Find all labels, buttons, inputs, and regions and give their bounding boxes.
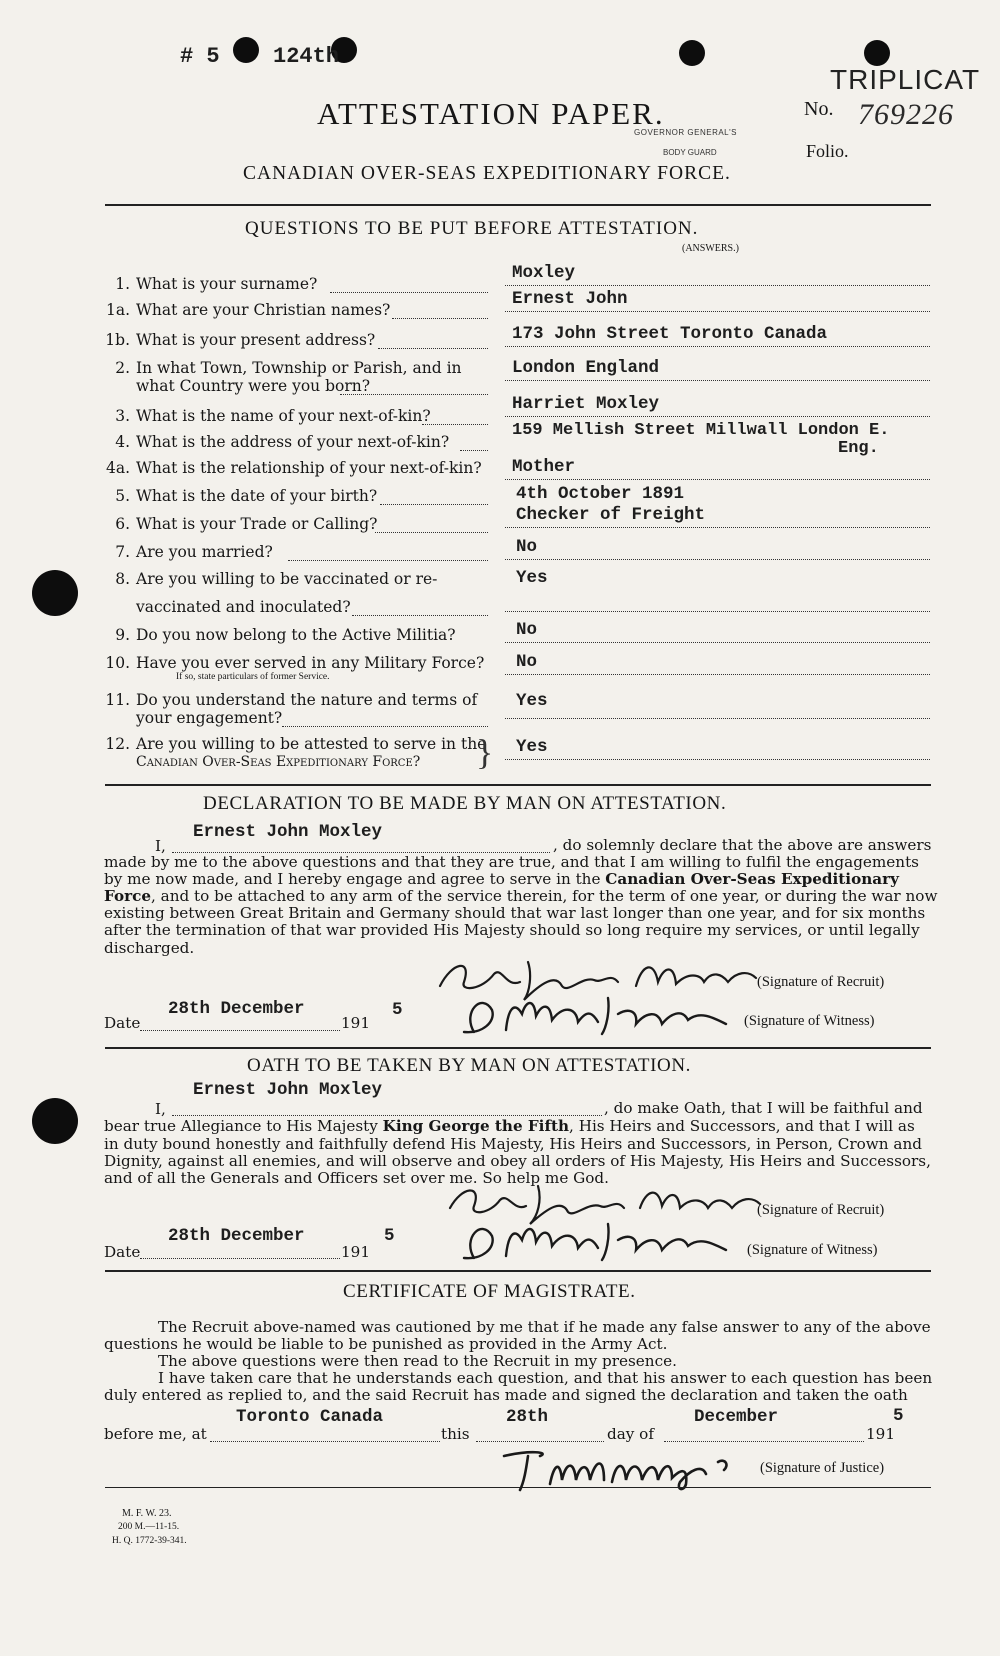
answer-4: 159 Mellish Street Millwall London E.	[512, 421, 890, 440]
oath-heading: OATH TO BE TAKEN BY MAN ON ATTESTATION.	[247, 1055, 691, 1076]
year-digit: 5	[893, 1406, 904, 1426]
question-9: 9. Do you now belong to the Active Militia?	[115, 626, 456, 644]
this-label: this	[441, 1425, 470, 1443]
oath-line-1: , do make Oath, that I will be faithful and	[604, 1099, 923, 1117]
oath-line-4: Dignity, against all enemies, and will observe and obey all orders of His Majesty, His Heirs and Successors,	[104, 1152, 931, 1170]
dotted-line	[460, 450, 488, 451]
answer-7: No	[516, 537, 538, 557]
answer-9: No	[516, 620, 538, 640]
question-2: 2. In what Town, Township or Parish, and in	[115, 359, 462, 377]
question-8: 8. Are you willing to be vaccinated or re-	[115, 570, 438, 588]
question-2-cont: what Country were you born?	[136, 377, 371, 395]
oath-date: 28th December	[168, 1226, 305, 1246]
answer-line	[505, 380, 930, 381]
dotted-line	[282, 726, 488, 727]
question-1b: 1b. What is your present address?	[105, 331, 376, 349]
divider	[105, 1270, 931, 1272]
certificate-line-4: I have taken care that he understands each question, and that his answer to each question has been	[158, 1369, 933, 1387]
signature-of-witness-label: (Signature of Witness)	[747, 1242, 878, 1258]
declaration-line-3: by me now made, and I hereby engage and agree to serve in the Canadian Over-Seas Expeditionary	[104, 870, 899, 888]
certificate-line-2: questions he would be liable to be punished as provided in the Army Act.	[104, 1335, 668, 1353]
answer-line	[505, 674, 930, 675]
question-12: 12. Are you willing to be attested to serve in the	[105, 735, 487, 753]
date-line	[140, 1258, 340, 1259]
signature-of-justice-label: (Signature of Justice)	[760, 1460, 885, 1476]
year-prefix: 191	[341, 1243, 370, 1261]
before-me-label: before me, at	[104, 1425, 207, 1443]
answer-1b: 173 John Street Toronto Canada	[512, 324, 828, 344]
date-line	[140, 1030, 340, 1031]
attestation-day: 28th	[506, 1407, 549, 1427]
dotted-line	[380, 504, 488, 505]
divider	[105, 1047, 931, 1049]
answer-line	[505, 559, 930, 560]
declaration-line-7: discharged.	[104, 939, 195, 957]
answer-line	[505, 285, 930, 286]
year-prefix: 191	[341, 1014, 370, 1032]
dotted-line	[375, 532, 488, 533]
answer-5: 4th October 1891	[516, 484, 685, 504]
question-7: 7. Are you married?	[115, 543, 273, 561]
answers-label: (ANSWERS.)	[682, 243, 739, 254]
date-label: Date	[104, 1014, 141, 1032]
dotted-line	[340, 394, 488, 395]
answer-line	[505, 718, 930, 719]
question-5: 5. What is the date of your birth?	[115, 487, 378, 505]
dotted-line	[378, 348, 488, 349]
divider	[105, 784, 931, 786]
oath-line-2: bear true Allegiance to His Majesty King George the Fifth, His Heirs and Successors, and that I will as	[104, 1117, 915, 1135]
date-label: Date	[104, 1243, 141, 1261]
declaration-line-2: made by me to the above questions and that they are true, and that I am willing to fulfil the engagements	[104, 853, 919, 871]
question-12-cont: Canadian Over-Seas Expeditionary Force?	[136, 754, 421, 770]
year-digit: 5	[384, 1226, 395, 1246]
declaration-line-4: Force, and to be attached to any arm of the service therein, for the term of one year, or during the war now	[104, 887, 938, 905]
answer-line	[505, 611, 930, 612]
punch-hole	[864, 40, 890, 66]
triplicate-stamp: TRIPLICAT	[830, 64, 981, 95]
witness-signature	[452, 988, 752, 1040]
witness-signature	[452, 1214, 752, 1266]
answer-line	[505, 311, 930, 312]
oath-line-3: in duty bound honestly and faithfully defend His Majesty, His Heirs and Successors, in Person, Crown and	[104, 1135, 922, 1153]
dotted-line	[392, 318, 488, 319]
attestation-month: December	[694, 1407, 779, 1427]
answer-4a: Mother	[512, 457, 576, 477]
oath-line-5: and of all the Generals and Officers set over me. So help me God.	[104, 1169, 609, 1187]
declaration-date: 28th December	[168, 999, 305, 1019]
answer-1: Moxley	[512, 263, 576, 283]
attestation-place: Toronto Canada	[236, 1407, 384, 1427]
answer-line	[505, 346, 930, 347]
form-number: M. F. W. 23.	[122, 1508, 172, 1519]
certificate-heading: CERTIFICATE OF MAGISTRATE.	[343, 1281, 636, 1302]
file-mark: # 5	[180, 44, 220, 69]
question-4a: 4a. What is the relationship of your next-of-kin?	[105, 459, 482, 477]
oath-i: I,	[155, 1100, 166, 1118]
question-6: 6. What is your Trade or Calling?	[115, 515, 378, 533]
answer-2: London England	[512, 358, 660, 378]
declaration-heading: DECLARATION TO BE MADE BY MAN ON ATTESTATION.	[203, 793, 727, 814]
brace: }	[476, 732, 494, 772]
certificate-line-5: duly entered as replied to, and the said Recruit has made and signed the declaration and taken the oath	[104, 1386, 908, 1404]
regimental-number: 769226	[858, 98, 954, 131]
question-11-cont: your engagement?	[136, 709, 283, 727]
declaration-name: Ernest John Moxley	[193, 822, 383, 842]
day-of-label: day of	[607, 1425, 654, 1443]
answer-line	[505, 479, 930, 480]
divider	[105, 204, 931, 206]
dotted-line	[422, 424, 488, 425]
question-1a: 1a. What are your Christian names?	[105, 301, 391, 319]
no-label: No.	[804, 98, 834, 120]
answer-6: Checker of Freight	[516, 505, 706, 525]
divider	[105, 1487, 931, 1488]
battalion-number: 124th	[273, 44, 340, 69]
answer-line	[505, 416, 930, 417]
dotted-line	[352, 615, 488, 616]
signature-of-recruit-label: (Signature of Recruit)	[757, 1202, 885, 1218]
declaration-line-1: , do solemnly declare that the above are answers	[553, 836, 932, 854]
answer-11: Yes	[516, 691, 548, 711]
hq-number: H. Q. 1772-39-341.	[112, 1536, 187, 1546]
answer-10: No	[516, 652, 538, 672]
answer-line	[505, 527, 930, 528]
dotted-line	[330, 292, 488, 293]
answer-12: Yes	[516, 737, 548, 757]
regiment-stamp: BODY GUARD	[663, 148, 717, 157]
punch-hole	[233, 37, 259, 63]
punch-hole	[32, 1098, 78, 1144]
folio-label: Folio.	[806, 141, 849, 161]
year-prefix: 191	[866, 1425, 895, 1443]
declaration-line-5: existing between Great Britain and Germany should that war last longer than one year, and for six months	[104, 904, 926, 922]
name-line	[172, 1115, 602, 1116]
year-digit: 5	[392, 1000, 403, 1020]
questions-heading: QUESTIONS TO BE PUT BEFORE ATTESTATION.	[245, 218, 699, 239]
certificate-line-3: The above questions were then read to the Recruit in my presence.	[158, 1352, 677, 1370]
answer-3: Harriet Moxley	[512, 394, 660, 414]
declaration-i: I,	[155, 837, 166, 855]
dotted-line	[288, 560, 488, 561]
oath-name: Ernest John Moxley	[193, 1080, 383, 1100]
punch-hole	[679, 40, 705, 66]
question-10-note: If so, state particulars of former Service.	[176, 672, 330, 682]
question-3: 3. What is the name of your next-of-kin?	[115, 407, 431, 425]
print-run: 200 M.—11-15.	[118, 1522, 180, 1532]
certificate-line-1: The Recruit above-named was cautioned by me that if he made any false answer to any of the above	[158, 1318, 931, 1336]
force-title: CANADIAN OVER-SEAS EXPEDITIONARY FORCE.	[243, 163, 731, 184]
answer-line	[505, 759, 930, 760]
answer-1a: Ernest John	[512, 289, 628, 309]
question-1: 1. What is your surname?	[115, 275, 318, 293]
question-4: 4. What is the address of your next-of-kin?	[115, 433, 450, 451]
punch-hole	[32, 570, 78, 616]
place-line	[210, 1441, 440, 1442]
page-title: ATTESTATION PAPER.	[317, 96, 665, 131]
question-10: 10. Have you ever served in any Military Force?	[105, 654, 485, 672]
answer-4-cont: Eng.	[838, 439, 879, 458]
signature-of-witness-label: (Signature of Witness)	[744, 1013, 875, 1029]
answer-8: Yes	[516, 568, 548, 588]
regiment-stamp: GOVERNOR GENERAL'S	[634, 128, 737, 137]
signature-of-recruit-label: (Signature of Recruit)	[757, 974, 885, 990]
question-11: 11. Do you understand the nature and terms of	[105, 691, 478, 709]
question-8-cont: vaccinated and inoculated?	[136, 598, 351, 616]
answer-line	[505, 642, 930, 643]
declaration-line-6: after the termination of that war provided His Majesty should so long require my services, or until legally	[104, 921, 920, 939]
